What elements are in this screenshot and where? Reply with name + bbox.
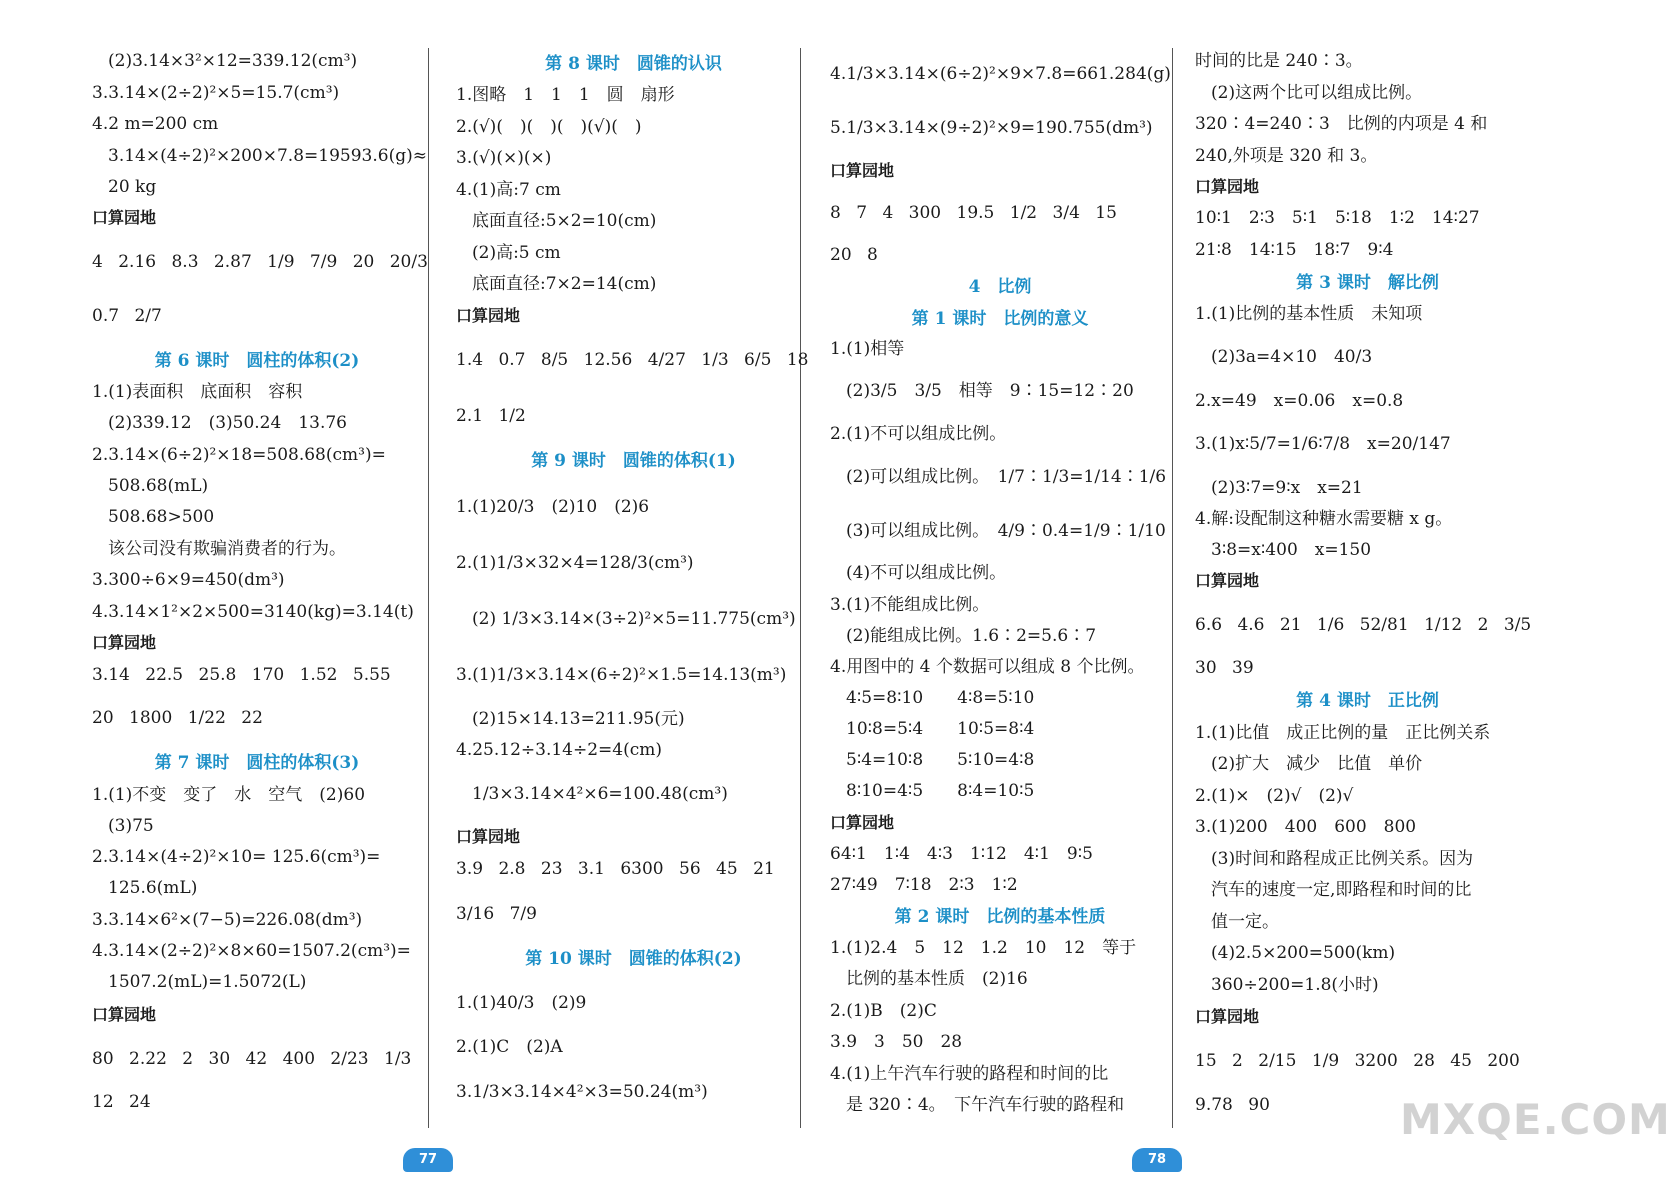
text-line: 是 320∶4。 下午汽车行驶的路程和 — [846, 1095, 1125, 1115]
text-line: 1.(1)比值 成正比例的量 正比例关系 — [1195, 723, 1491, 743]
text-line: (3)75 — [108, 816, 154, 836]
text-line: 20 8 — [830, 245, 878, 265]
section-subheading: 口算园地 — [92, 208, 157, 227]
text-line: 3.(1)200 400 600 800 — [1195, 817, 1417, 837]
text-line: 4.1/3×3.14×(6÷2)²×9×7.8=661.284(g) — [830, 64, 1171, 84]
text-line: (2)可以组成比例。 1/7∶1/3=1/14∶1/6 — [846, 467, 1167, 487]
lesson-heading: 第 4 课时 正比例 — [1296, 691, 1439, 711]
text-line: 4.3.14×(2÷2)²×8×60=1507.2(cm³)= — [92, 941, 411, 961]
text-line: 1.(1)20/3 (2)10 (2)6 — [456, 497, 650, 517]
text-line: 2.(√)( )( )( )(√)( ) — [456, 117, 642, 137]
section-subheading: 口算园地 — [1195, 177, 1260, 196]
text-line: 12 24 — [92, 1092, 151, 1112]
text-line: 1/3×3.14×4²×6=100.48(cm³) — [472, 784, 728, 804]
text-line: 3.1/3×3.14×4²×3=50.24(m³) — [456, 1082, 708, 1102]
lesson-heading: 第 6 课时 圆柱的体积(2) — [154, 351, 360, 371]
text-line: 5.1/3×3.14×(9÷2)²×9=190.755(dm³) — [830, 118, 1153, 138]
text-line: (2)3∶7=9∶x x=21 — [1211, 478, 1363, 498]
text-line: 该公司没有欺骗消费者的行为。 — [108, 539, 346, 559]
column-divider-1 — [428, 48, 429, 1128]
lesson-heading: 第 7 课时 圆柱的体积(3) — [154, 753, 360, 773]
text-line: 8∶10=4∶5 8∶4=10∶5 — [846, 781, 1035, 801]
text-line: 3.(1)不能组成比例。 — [830, 595, 990, 615]
text-line: 20 kg — [108, 177, 157, 197]
text-line: 9.78 90 — [1195, 1095, 1270, 1115]
text-line: 4.用图中的 4 个数据可以组成 8 个比例。 — [830, 657, 1145, 677]
text-line: (2)339.12 (3)50.24 13.76 — [108, 413, 347, 433]
text-line: 1.(1)比例的基本性质 未知项 — [1195, 304, 1423, 324]
chapter-heading: 4 比例 — [968, 277, 1032, 297]
text-line: (2)3/5 3/5 相等 9∶15=12∶20 — [846, 381, 1134, 401]
text-line: 1.(1)表面积 底面积 容积 — [92, 382, 303, 402]
lesson-heading: 第 8 课时 圆锥的认识 — [545, 54, 722, 74]
text-line: 0.7 2/7 — [92, 306, 162, 326]
text-line: 2.3.14×(6÷2)²×18=508.68(cm³)= — [92, 445, 386, 465]
text-line: 3.(1)x∶5/7=1/6∶7/8 x=20/147 — [1195, 434, 1451, 454]
text-line: 4.(1)高:7 cm — [456, 180, 561, 200]
text-line: 4∶5=8∶10 4∶8=5∶10 — [846, 688, 1035, 708]
text-line: (2)15×14.13=211.95(元) — [472, 709, 685, 729]
text-line: 1.图略 1 1 1 圆 扇形 — [456, 85, 675, 105]
text-line: (3)可以组成比例。 4/9∶0.4=1/9∶1/10 — [846, 521, 1166, 541]
text-line: 底面直径:7×2=14(cm) — [472, 274, 657, 294]
text-line: 27∶49 7∶18 2∶3 1∶2 — [830, 875, 1018, 895]
text-line: 2.(1)不可以组成比例。 — [830, 424, 1007, 444]
text-line: (4)2.5×200=500(km) — [1211, 943, 1396, 963]
text-line: 底面直径:5×2=10(cm) — [472, 211, 657, 231]
text-line: 8 7 4 300 19.5 1/2 3/4 15 — [830, 203, 1117, 223]
text-line: 320∶4=240∶3 比例的内项是 4 和 — [1195, 114, 1488, 134]
text-line: 125.6(mL) — [108, 878, 198, 898]
text-line: 3.3.14×6²×(7−5)=226.08(dm³) — [92, 910, 363, 930]
section-subheading: 口算园地 — [456, 306, 521, 325]
text-line: 1.(1)2.4 5 12 1.2 10 12 等于 — [830, 938, 1137, 958]
text-line: 1507.2(mL)=1.5072(L) — [108, 972, 307, 992]
text-line: 15 2 2/15 1/9 3200 28 45 200 — [1195, 1051, 1520, 1071]
text-line: (2) 1/3×3.14×(3÷2)²×5=11.775(cm³) — [472, 609, 796, 629]
page-number-right: 78 — [1132, 1148, 1182, 1172]
text-line: 4.(1)上午汽车行驶的路程和时间的比 — [830, 1064, 1109, 1084]
text-line: (2)能组成比例。1.6∶2=5.6∶7 — [846, 626, 1097, 646]
text-line: 240,外项是 320 和 3。 — [1195, 146, 1378, 166]
text-line: 汽车的速度一定,即路程和时间的比 — [1211, 880, 1472, 900]
text-line: (2)这两个比可以组成比例。 — [1211, 83, 1423, 103]
text-line: 比例的基本性质 (2)16 — [846, 969, 1028, 989]
text-line: 5∶4=10∶8 5∶10=4∶8 — [846, 750, 1035, 770]
text-line: 4.解:设配制这种糖水需要糖 x g。 — [1195, 509, 1453, 529]
text-line: 20 1800 1/22 22 — [92, 708, 263, 728]
page-number-left: 77 — [403, 1148, 453, 1172]
text-line: 3.3.14×(2÷2)²×5=15.7(cm³) — [92, 83, 340, 103]
section-subheading: 口算园地 — [456, 827, 521, 846]
text-line: 时间的比是 240∶3。 — [1195, 51, 1363, 71]
text-line: 3.(1)1/3×3.14×(6÷2)²×1.5=14.13(m³) — [456, 665, 787, 685]
text-line: 2.x=49 x=0.06 x=0.8 — [1195, 391, 1404, 411]
text-line: 4 2.16 8.3 2.87 1/9 7/9 20 20/3 — [92, 252, 428, 272]
text-line: 10∶1 2∶3 5∶1 5∶18 1∶2 14∶27 — [1195, 208, 1480, 228]
text-line: 2.(1)B (2)C — [830, 1001, 937, 1021]
text-line: 3.14×(4÷2)²×200×7.8=19593.6(g)≈ — [108, 146, 427, 166]
text-line: 1.(1)40/3 (2)9 — [456, 993, 587, 1013]
text-line: 4.3.14×1²×2×500=3140(kg)=3.14(t) — [92, 602, 414, 622]
text-line: 64∶1 1∶4 4∶3 1∶12 4∶1 9∶5 — [830, 844, 1093, 864]
text-line: (3)时间和路程成正比例关系。因为 — [1211, 849, 1474, 869]
text-line: 508.68(mL) — [108, 476, 209, 496]
text-line: 4.2 m=200 cm — [92, 114, 219, 134]
section-subheading: 口算园地 — [92, 633, 157, 652]
text-line: 1.4 0.7 8/5 12.56 4/27 1/3 6/5 18 — [456, 350, 809, 370]
text-line: 2.(1)× (2)√ (2)√ — [1195, 786, 1354, 806]
text-line: 3.14 22.5 25.8 170 1.52 5.55 — [92, 665, 391, 685]
section-subheading: 口算园地 — [830, 161, 895, 180]
text-line: 2.1 1/2 — [456, 406, 526, 426]
text-line: 3/16 7/9 — [456, 904, 537, 924]
section-subheading: 口算园地 — [92, 1005, 157, 1024]
text-line: 3∶8=x∶400 x=150 — [1211, 540, 1372, 560]
text-line: 3.(√)(×)(×) — [456, 148, 552, 168]
section-subheading: 口算园地 — [830, 813, 895, 832]
column-divider-3 — [1172, 48, 1173, 1128]
text-line: 10∶8=5∶4 10∶5=8∶4 — [846, 719, 1035, 739]
text-line: (2)高:5 cm — [472, 243, 561, 263]
lesson-heading: 第 2 课时 比例的基本性质 — [894, 907, 1106, 927]
text-line: 4.25.12÷3.14÷2=4(cm) — [456, 740, 663, 760]
lesson-heading: 第 10 课时 圆锥的体积(2) — [525, 949, 742, 969]
section-subheading: 口算园地 — [1195, 571, 1260, 590]
text-line: 360÷200=1.8(小时) — [1211, 975, 1379, 995]
text-line: 3.9 2.8 23 3.1 6300 56 45 21 — [456, 859, 775, 879]
text-line: 80 2.22 2 30 42 400 2/23 1/3 — [92, 1049, 412, 1069]
text-line: 6.6 4.6 21 1/6 52/81 1/12 2 3/5 — [1195, 615, 1532, 635]
section-subheading: 口算园地 — [1195, 1007, 1260, 1026]
text-line: (2)3.14×3²×12=339.12(cm³) — [108, 51, 358, 71]
lesson-heading: 第 1 课时 比例的意义 — [911, 309, 1089, 329]
lesson-heading: 第 3 课时 解比例 — [1296, 273, 1439, 293]
text-line: 2.(1)C (2)A — [456, 1037, 563, 1057]
text-line: 1.(1)相等 — [830, 339, 905, 359]
text-line: 508.68>500 — [108, 507, 215, 527]
text-line: 21∶8 14∶15 18∶7 9∶4 — [1195, 240, 1394, 260]
text-line: 值一定。 — [1211, 912, 1279, 932]
watermark: MXQE.COM — [1400, 1095, 1671, 1144]
text-line: 3.300÷6×9=450(dm³) — [92, 570, 285, 590]
text-line: (2)扩大 减少 比值 单价 — [1211, 754, 1423, 774]
text-line: 2.3.14×(4÷2)²×10= 125.6(cm³)= — [92, 847, 381, 867]
lesson-heading: 第 9 课时 圆锥的体积(1) — [531, 451, 736, 471]
text-line: 1.(1)不变 变了 水 空气 (2)60 — [92, 785, 366, 805]
text-line: 3.9 3 50 28 — [830, 1032, 963, 1052]
text-line: (4)不可以组成比例。 — [846, 563, 1007, 583]
text-line: 30 39 — [1195, 658, 1254, 678]
text-line: (2)3a=4×10 40/3 — [1211, 347, 1373, 367]
text-line: 2.(1)1/3×32×4=128/3(cm³) — [456, 553, 694, 573]
